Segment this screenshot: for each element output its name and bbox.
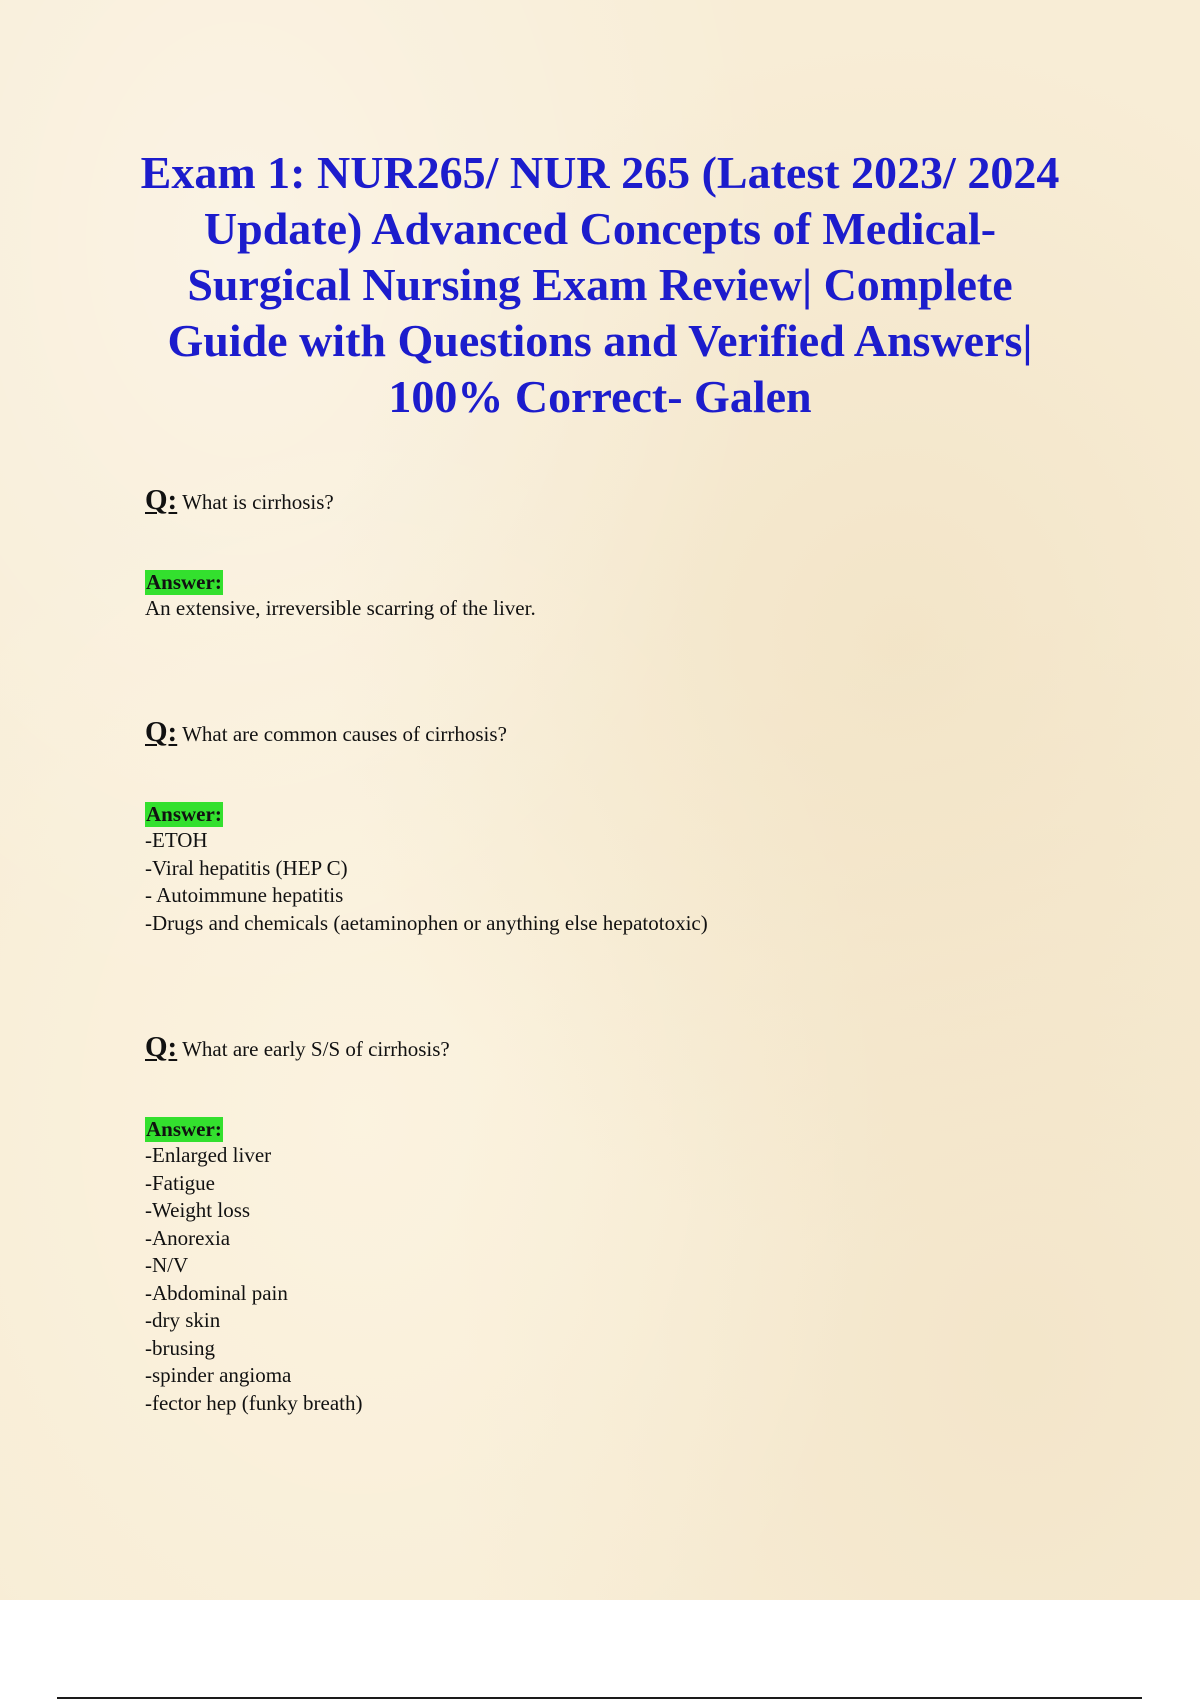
question-text: What are early S/S of cirrhosis?	[182, 1037, 450, 1061]
answer-label: Answer:	[146, 570, 222, 594]
answer-line: -ETOH	[145, 828, 208, 852]
question-line	[145, 486, 1045, 514]
answer-line: An extensive, irreversible scarring of the liver.	[145, 596, 536, 620]
answer-line: -Abdominal pain	[145, 1280, 288, 1305]
question-line	[145, 718, 1045, 746]
answer-line: -Enlarged liver	[145, 1143, 272, 1167]
qa-item-1	[145, 486, 1045, 623]
document-title: Exam 1: NUR265/ NUR 265 (Latest 2023/ 2024 Update) Advanced Concepts of Medical-Surgical Nursing Exam Review| Complete Guide with Questions and Verified Answers| 100% Correct- Galen	[140, 147, 1060, 422]
answer-label: Answer:	[146, 802, 222, 826]
answer-list	[145, 1142, 1045, 1417]
footer-divider	[57, 1697, 1142, 1699]
question-line	[145, 1033, 1045, 1061]
answer-line: -spinder angioma	[145, 1363, 292, 1387]
answer-line: -Anorexia	[145, 1225, 231, 1250]
question-label: Q:	[145, 716, 178, 748]
qa-item-3	[145, 1033, 1045, 1417]
question-text: What is cirrhosis?	[182, 490, 334, 514]
answer-label: Answer:	[146, 1117, 222, 1141]
answer-line: -dry skin	[145, 1308, 221, 1332]
answer-list	[145, 595, 1045, 623]
answer-line: -fector hep (funky breath)	[145, 1390, 363, 1415]
question-label: Q:	[145, 1031, 178, 1063]
answer-line: -brusing	[145, 1335, 215, 1360]
answer-line: -Viral hepatitis (HEP C)	[145, 855, 348, 880]
question-text: What are common causes of cirrhosis?	[182, 722, 507, 746]
answer-line: - Autoimmune hepatitis	[145, 883, 344, 907]
answer-list	[145, 827, 1045, 937]
answer-line: -Weight loss	[145, 1198, 251, 1222]
qa-item-2	[145, 718, 1045, 937]
question-label: Q:	[145, 484, 178, 516]
answer-line: -N/V	[145, 1253, 189, 1277]
answer-line: -Drugs and chemicals (aetaminophen or anything else hepatotoxic)	[145, 910, 708, 935]
answer-line: -Fatigue	[145, 1170, 215, 1195]
